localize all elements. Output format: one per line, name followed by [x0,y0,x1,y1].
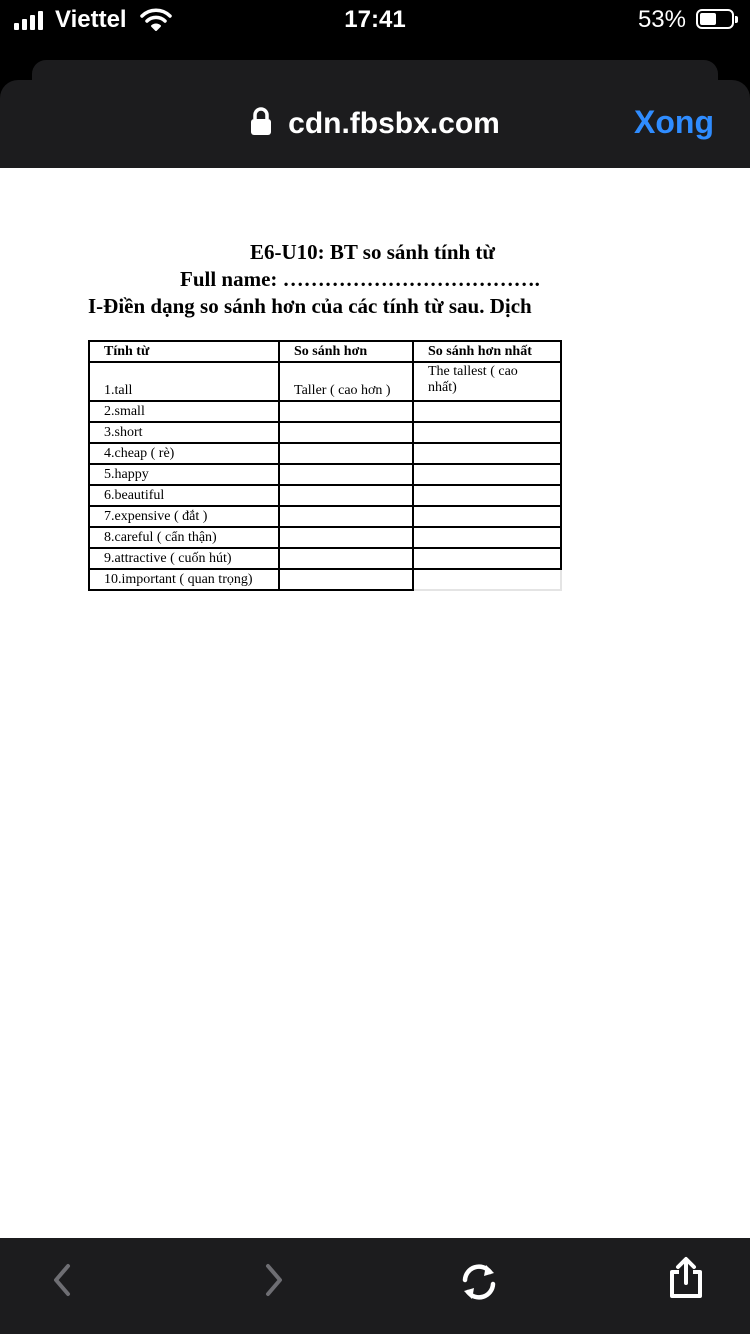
comparative-cell [279,548,413,569]
document-title: E6-U10: BT so sánh tính từ [250,240,496,264]
table-row [89,401,561,422]
superlative-cell [413,485,561,506]
full-name-line: Full name: ………………………………. [180,267,540,291]
superlative-cell: The tallest ( cao nhất) [413,362,561,401]
comparative-cell [279,401,413,422]
table-row [89,362,561,401]
clock: 17:41 [344,6,406,33]
column-header-adjective: Tính từ [89,341,279,362]
table-row [89,422,561,443]
superlative-cell [413,548,561,569]
table-row [89,443,561,464]
comparative-cell [279,443,413,464]
forward-arrow-icon[interactable] [256,1260,290,1305]
comparative-cell [279,527,413,548]
done-button[interactable]: Xong [634,104,714,140]
carrier-name: Viettel [55,6,127,33]
table-row [89,548,561,569]
comparative-cell: Taller ( cao hơn ) [279,362,413,401]
share-icon[interactable] [666,1256,706,1305]
adjective-cell: 5.happy [89,464,279,485]
superlative-cell [413,443,561,464]
table-header-row [89,341,561,362]
refresh-icon[interactable] [456,1260,502,1309]
status-bar [0,0,750,44]
comparative-cell [279,569,413,590]
superlative-cell [413,464,561,485]
table-row [89,485,561,506]
superlative-cell [413,506,561,527]
adjective-cell: 2.small [89,401,279,422]
adjective-cell: 6.beautiful [89,485,279,506]
adjective-cell: 8.careful ( cẩn thận) [89,527,279,548]
table-row [89,464,561,485]
adjective-cell: 7.expensive ( đắt ) [89,506,279,527]
comparative-cell [279,506,413,527]
table-row [89,506,561,527]
adjective-cell: 9.attractive ( cuốn hút) [89,548,279,569]
adjective-cell: 4.cheap ( rè) [89,443,279,464]
browser-header [0,80,750,168]
table-row [89,527,561,548]
battery-icon [696,9,734,29]
bottom-toolbar [0,1238,750,1334]
comparative-cell [279,422,413,443]
superlative-cell [413,569,561,590]
table-row [89,569,561,590]
superlative-cell [413,527,561,548]
section-title: I-Điền dạng so sánh hơn của các tính từ sau. Dịch [88,294,532,318]
back-arrow-icon[interactable] [46,1260,80,1305]
adjective-cell: 1.tall [89,362,279,401]
superlative-cell [413,422,561,443]
column-header-comparative: So sánh hơn [279,341,413,362]
battery-percent: 53% [637,6,686,33]
comparative-cell [279,485,413,506]
url-text: cdn.fbsbx.com [288,106,500,140]
adjective-cell: 10.important ( quan trọng) [89,569,279,590]
adjective-cell: 3.short [89,422,279,443]
lock-icon [250,106,272,141]
column-header-superlative: So sánh hơn nhất [413,341,561,362]
comparative-cell [279,464,413,485]
exercise-table [88,340,562,591]
superlative-cell [413,401,561,422]
document-viewer[interactable] [0,168,750,1238]
battery-fill [700,13,716,25]
